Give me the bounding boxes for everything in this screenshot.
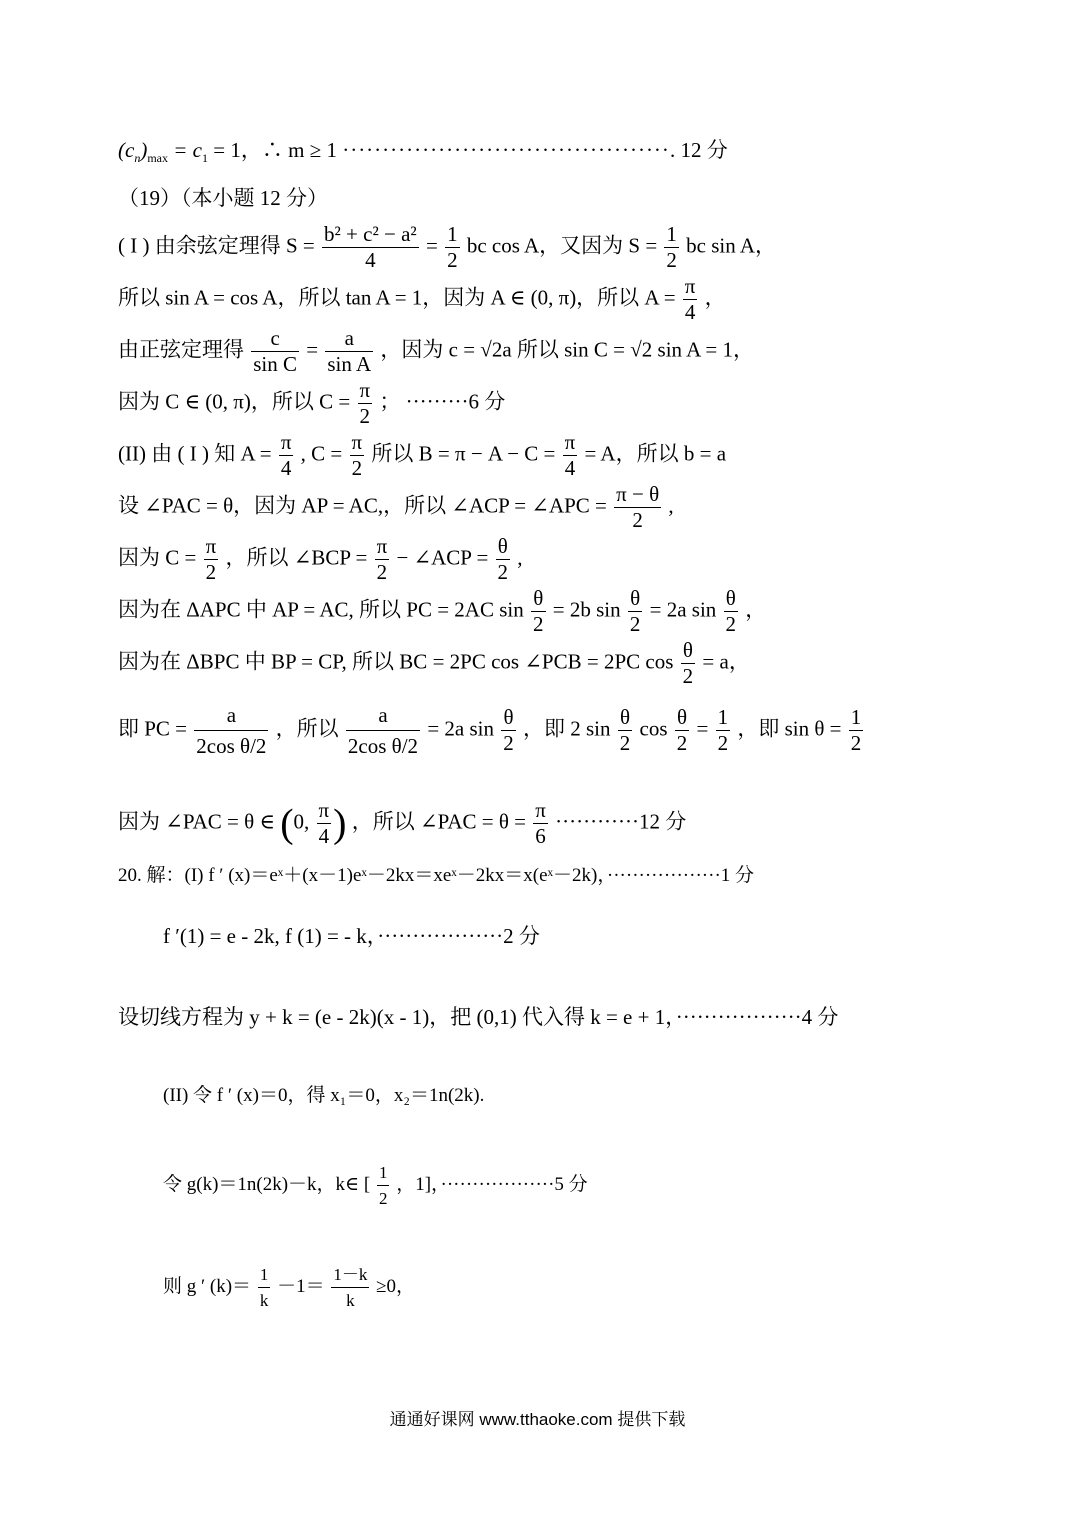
line-19-answer: 因为 ∠PAC = θ ∈ (0, $\frac{\pi}{4}$ ) ，所以 ∠PAC = θ = $\frac{\pi}{6}$ ············12 分 [118,798,687,848]
line-19-APC: 因为在 ΔAPC 中 AP = AC, 所以 PC = 2AC sin $\frac{\theta}{2}$ = 2b sin $\frac{\theta}{2}$ = 2a sin $\frac{\theta}{2}$ ， [118,586,767,636]
line-19-I-cosine-rule: ( I ) 由余弦定理得 S = $\frac{\text{b² + c² − a²}}{4}$ = $\frac{1}{2}$ bc cos A，又因为 S = $\frac{1}{2}$ bc sin A， [118,222,777,272]
line-20-derivative: 20. 解：(I) f ′ (x)＝eˣ＋(x－1)eˣ－2kx＝xeˣ－2kx＝x(eˣ－2k)，··················1 分 [118,865,755,886]
line-19-sine-rule: 由正弦定理得 $\frac{c}{\text{sin C}}$ = $\frac{a}{\text{sin A}}$ ，因为 c = √2a 所以 sin C = √2 sin A = 1， [118,326,754,376]
line-20-f1: f ′(1) = e - 2k, f (1) = - k，··················2 分 [163,924,540,948]
line-19-BPC: 因为在 ΔBPC 中 BP = CP, 所以 BC = 2PC cos ∠PCB = 2PC cos $\frac{\theta}{2}$ = a， [118,638,750,688]
line-19-PC: 即 PC = $\frac{a}{\text{2cos θ/2}}$ ，所以 $\frac{a}{\text{2cos θ/2}}$ = 2a sin $\frac{\theta}{2}$ ，即 2 sin $\frac{\theta}{2}$ cos $\frac{\theta}{2}$ = $\frac{1}{2}$ ，即 sin θ = $\frac{1}{2}$ [118,700,865,761]
line-19-theta: 设 ∠PAC = θ，因为 AP = AC,，所以 ∠ACP = ∠APC = $\frac{\pi - \theta}{2}$ , [118,482,674,532]
line-20-II: (II) 令 f ′ (x)＝0，得 x₁＝0，x₂＝1n(2k). [163,1085,485,1106]
line-20-gprime: 则 g ′ (k)＝ $\frac{1}{k}$ －1＝ $\frac{1-k}{k}$ ≥0， [163,1262,415,1313]
fraction: $\frac{\text{b² + c² − a²}}{4}$ [324,222,417,272]
line-19-C: 因为 C ∈ (0, π)，所以 C = $\frac{\pi}{2}$ ； ·········6 分 [118,378,506,428]
line-20-tangent: 设切线方程为 y + k = (e - 2k)(x - 1)，把 (0,1) 代入得 k = e + 1，··················4 分 [118,1005,839,1029]
line-cn-max: $(c_n)_{max} = c_1 = 1$，∴ m ≥ 1 ·········································. 12 分 [118,138,728,166]
footer-download-note: 通通好课网 www.tthaoke.com 提供下载 [389,1410,686,1429]
line-19-BCP: 因为 C = $\frac{\pi}{2}$ ，所以 ∠BCP = $\frac{\pi}{2}$ − ∠ACP = $\frac{\theta}{2}$ , [118,534,523,584]
line-19-II-start: (II) 由 ( I ) 知 A = $\frac{\pi}{4}$ , C = $\frac{\pi}{2}$ 所以 B = π − A − C = $\frac{\pi}{4}$ = A，所以 b = a [118,430,727,480]
line-19-tanA: 所以 sin A = cos A，所以 tan A = 1，因为 A ∈ (0, π)，所以 A = $\frac{\pi}{4}$ ， [118,274,726,324]
line-20-gk: 令 g(k)＝1n(2k)－k，k∈ [ $\frac{1}{2}$ ，1]，··················5 分 [163,1160,588,1211]
section-19-title: （19）（本小题 12 分） [118,186,328,210]
